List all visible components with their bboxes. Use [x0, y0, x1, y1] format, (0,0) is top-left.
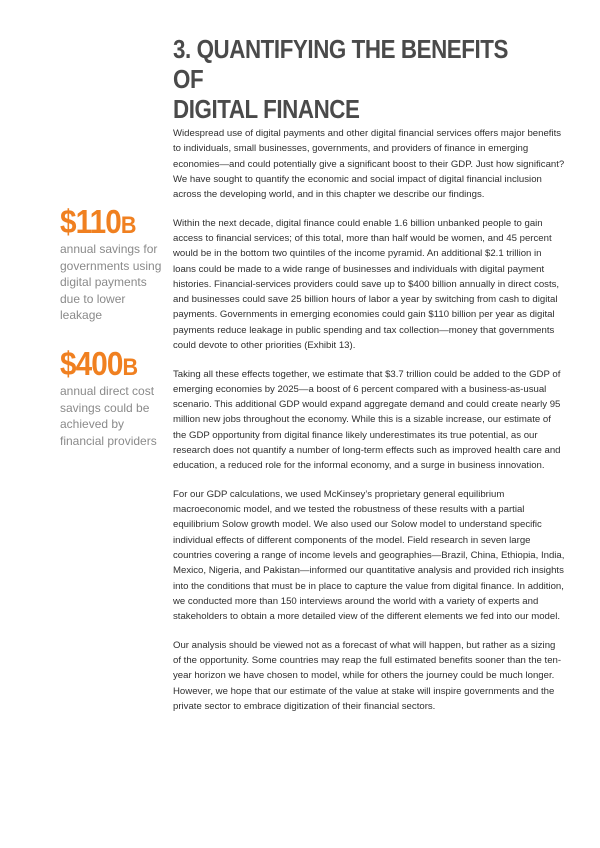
body-paragraph-caveat: Our analysis should be viewed not as a forecast of what will happen, but rather as a sizing of the opportunity. Some countries may reap the full estimated benefits sooner than the ten-year horizon we have chosen to model, while for others the journey could be much longer. However, we hope that our estimate of the value at stake will inspire governments and the private sector to embrace digitization of their financial sectors.	[173, 639, 562, 712]
stat-caption: annual savings for governments using digital payments due to lower leakage	[60, 242, 162, 322]
body-paragraph-methodology: For our GDP calculations, we used McKinsey’s proprietary general equilibrium macroeconomic model, and we tested the robustness of these results with a partial equilibrium Solow growth model. We also used our Solow model to understand specific individual effects of different components of the model. Field research in seven large countries covering a range of income levels and geographies—Brazil, China, Ethiopia, India, Mexico, Nigeria, and Pakistan—informed our quantitative analysis and provided rich insights into the conditions that must be in place to capture the value from digital finance. In addition, we conducted more than 150 interviews around the world with a variety of experts and stakeholders to obtain a more detailed view of the different elements we fed into our model.	[173, 488, 565, 623]
chapter-heading	[173, 34, 517, 124]
stat-number: $400	[60, 345, 123, 382]
stat-number: $110	[60, 203, 121, 240]
stat-value	[60, 205, 154, 238]
stat-unit: B	[122, 354, 139, 381]
chapter-heading-line-2: DIGITAL FINANCE	[173, 94, 360, 124]
body-paragraph-intro: Widespread use of digital payments and other digital financial services offers major benefits to individuals, small businesses, governments, and providers of finance in emerging economies—and could potentially give a significant boost to their GDP. Just how significant? We have sought to quantify the economic and social impact of digital financial inclusion across the developing world, and in this chapter we describe our findings.	[173, 128, 565, 201]
body-paragraph-impact: Within the next decade, digital finance could enable 1.6 billion unbanked people to gain access to financial services; of this total, more than half would be women, and 45 percent would be in the bottom two quintiles of the income pyramid. An additional $2.1 trillion in loans could be made to a wide range of businesses and individuals with digital payment histories. Financial-services providers could save up to $400 billion annually in direct costs, and businesses could save 25 billion hours of labor a year by switching from cash to digital payments. Governments in emerging economies could gain $110 billion per year as digital payments reduce leakage in public spending and tax collection—money that governments could devote to other priorities (Exhibit 13).	[173, 217, 560, 352]
body-text-column	[173, 126, 565, 727]
stat-caption: annual direct cost savings could be achieved by financial providers	[60, 384, 157, 448]
body-paragraph-gdp: Taking all these effects together, we estimate that $3.7 trillion could be added to the GDP of emerging economies by 2025—a boost of 6 percent compared with a business-as-usual scenario. This additional GDP would expand aggregate demand and could create nearly 95 million new jobs throughout the economy. While this is a sizable increase, our estimate of the GDP opportunity from digital finance likely underestimates its true potential, as our research does not quantify a number of long-term effects such as improved health care and education, a reduced role for the informal economy, and a surge in business innovation.	[173, 368, 561, 472]
sidebar-stat-provider-savings	[60, 347, 164, 449]
chapter-heading-line-1: 3. QUANTIFYING THE BENEFITS OF	[173, 34, 508, 94]
sidebar-stat-government-savings	[60, 205, 164, 324]
stat-unit: B	[120, 212, 137, 239]
stat-value	[60, 347, 154, 380]
